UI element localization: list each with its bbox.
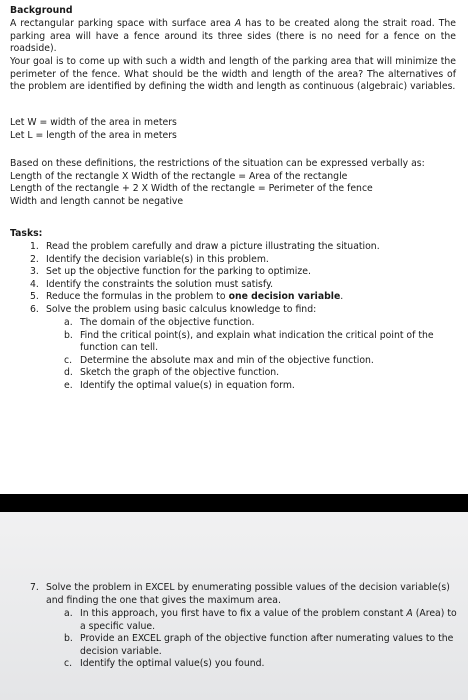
- task-7: [30, 582, 456, 607]
- subtask-letter: b.: [64, 633, 73, 645]
- subtask-text-continued: decision variable.: [80, 645, 162, 657]
- subtask-letter: d.: [64, 367, 73, 379]
- task-number: 5.: [30, 291, 39, 303]
- task-number: 6.: [30, 303, 39, 315]
- background-paragraph-2: Your goal is to come up with such a width and length of the parking area that will minimize the perimeter of the fence. What should be the width and length of the area? The alternatives of the problem are identified by defining the width and length as continuous (algebraic) variables.: [10, 56, 456, 93]
- task-bold-phrase: one decision variable: [228, 291, 341, 303]
- task-6-subitems: [64, 317, 456, 393]
- restriction-perimeter: Length of the rectangle + 2 X Width of the rectangle = Perimeter of the fence: [10, 183, 373, 195]
- subtask-letter: c.: [64, 658, 73, 670]
- task-item: [30, 582, 456, 607]
- subtask-text-continued: a specific value.: [80, 620, 156, 632]
- task-text: Identify the constraints the solution must satisfy.: [46, 278, 274, 290]
- task-number: 4.: [30, 278, 39, 290]
- task-7-subitems: [64, 608, 456, 671]
- subtask-item: [64, 380, 456, 393]
- task-number: 2.: [30, 253, 39, 265]
- subtask-letter: a.: [64, 317, 73, 328]
- task-text: Set up the objective function for the parking to optimize.: [46, 266, 311, 278]
- restriction-nonnegative: Width and length cannot be negative: [10, 195, 184, 207]
- subtask-text: Sketch the graph of the objective function.: [80, 367, 280, 379]
- definitions: [10, 117, 456, 142]
- task-item: [30, 254, 456, 267]
- subtask-item: [64, 633, 456, 658]
- subtask-text: [80, 608, 456, 621]
- task-list: [30, 241, 456, 317]
- definition-width: Let W = width of the area in meters: [10, 117, 177, 128]
- subtask-item: [64, 317, 456, 330]
- task-text: Solve the problem using basic calculus knowledge to find:: [46, 303, 317, 315]
- task-number: 7.: [30, 582, 39, 593]
- task-text: Reduce the formulas in the problem to: [46, 291, 229, 303]
- task-item: [30, 304, 456, 317]
- task-text: Solve the problem in EXCEL by enumerating possible values of the decision variable(s): [46, 582, 450, 593]
- area-variable: A: [234, 18, 242, 29]
- subtask-letter: a.: [64, 608, 73, 619]
- task-item: [30, 291, 456, 304]
- subtask-item: [64, 330, 456, 355]
- page-separator-band: [0, 494, 468, 512]
- task-text-end: .: [340, 291, 344, 303]
- subtask-text: Provide an EXCEL graph of the objective function after numerating values to the: [80, 633, 454, 645]
- definition-length: Let L = length of the area in meters: [10, 129, 177, 141]
- paragraph-1-post: has to be created along the strait road. The parking area will have a fence around its three sides (there is no need for a fence on the roadside).: [10, 18, 456, 55]
- task-number: 1.: [30, 241, 39, 252]
- background-paragraph-1: [10, 18, 456, 56]
- subtask-text: Identify the optimal value(s) in equation form.: [80, 379, 295, 391]
- subtask-text: Identify the optimal value(s) you found.: [80, 658, 265, 670]
- restriction-area: Length of the rectangle X Width of the rectangle = Area of the rectangle: [10, 170, 348, 182]
- paragraph-1-pre: A rectangular parking space with surface area: [10, 18, 235, 29]
- area-variable: A: [406, 608, 413, 619]
- subtask-letter: e.: [64, 379, 73, 391]
- subtask-letter: b.: [64, 329, 73, 341]
- task-number: 3.: [30, 266, 39, 278]
- task-text-continued: and finding the one that gives the maximum area.: [46, 594, 281, 606]
- subtask-item: [64, 355, 456, 368]
- subtask-item: [64, 658, 456, 671]
- background-heading: Background: [10, 5, 73, 16]
- subtask-text: Find the critical point(s), and explain what indication the critical point of the: [80, 329, 434, 341]
- restrictions: [10, 158, 456, 208]
- restrictions-intro: Based on these definitions, the restrictions of the situation can be expressed verbally as:: [10, 158, 425, 169]
- subtask-text: Determine the absolute max and min of the objective function.: [80, 354, 374, 366]
- subtask-text-pre: In this approach, you first have to fix a value of the problem constant: [80, 608, 407, 619]
- subtask-item: [64, 608, 456, 633]
- tasks-heading: Tasks:: [10, 228, 43, 239]
- subtask-letter: c.: [64, 354, 73, 366]
- task-item: [30, 241, 456, 254]
- task-item: [30, 266, 456, 279]
- task-item: [30, 279, 456, 292]
- subtask-text-continued: function can tell.: [80, 342, 159, 354]
- subtask-text: The domain of the objective function.: [80, 317, 255, 328]
- task-text: Read the problem carefully and draw a picture illustrating the situation.: [46, 241, 380, 252]
- subtask-item: [64, 367, 456, 380]
- task-text: Identify the decision variable(s) in this problem.: [46, 253, 269, 265]
- subtask-text-post: (Area) to: [412, 608, 457, 619]
